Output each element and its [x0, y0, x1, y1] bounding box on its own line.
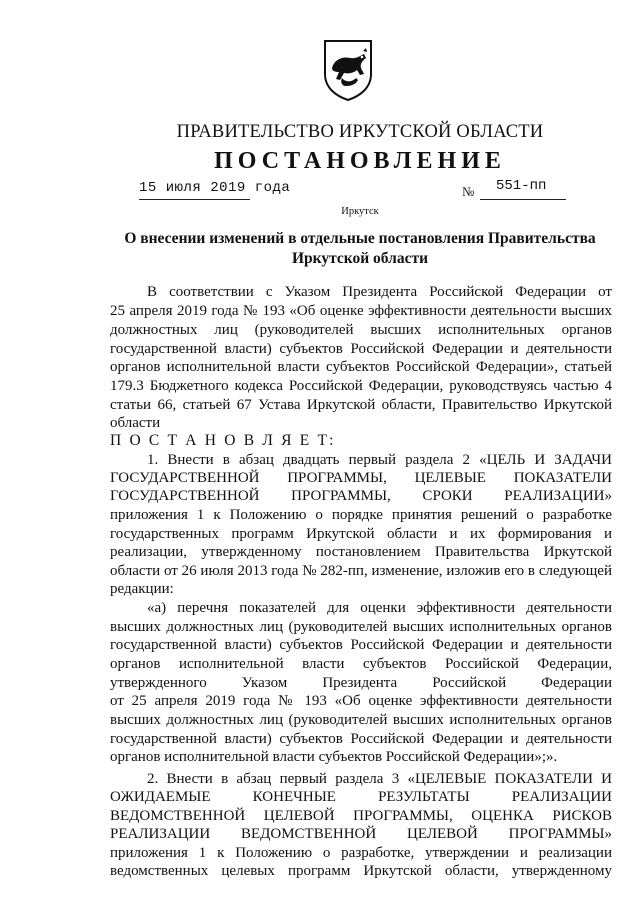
body-line: ведомственных целевых программ Иркутской области, утвержденному — [110, 863, 612, 879]
body-line: приложения 1 к Положению о разработке, утверждении и реализации — [110, 845, 612, 861]
number-sign: № — [462, 184, 475, 199]
body-line: от 25 апреля 2019 года № 193 «Об оценке эффективности деятельности — [110, 693, 612, 709]
body-line: высших должностных лиц (руководителей высших исполнительных органов — [110, 712, 612, 728]
body-line: ОЖИДАЕМЫЕ КОНЕЧНЫЕ РЕЗУЛЬТАТЫ РЕАЛИЗАЦИИ — [110, 789, 612, 805]
document-type: ПОСТАНОВЛЕНИЕ — [214, 148, 506, 174]
irkutsk-coat-of-arms-icon — [322, 38, 374, 102]
body-line: редакции: — [110, 581, 174, 597]
body-line: государственных программ Иркутской области и их формирования и — [110, 526, 612, 542]
body-line: 25 апреля 2019 года № 193 «Об оценке эффективности деятельности высших — [110, 303, 612, 319]
government-name: ПРАВИТЕЛЬСТВО ИРКУТСКОЙ ОБЛАСТИ — [176, 122, 544, 142]
body-line: ГОСУДАРСТВЕННОЙ ПРОГРАММЫ, ЦЕЛЕВЫЕ ПОКАЗАТЕЛИ — [110, 470, 612, 486]
body-line: органов исполнительной власти субъектов Российской Федерации»;». — [110, 749, 558, 765]
body-line: В соответствии с Указом Президента Российской Федерации от — [147, 284, 612, 300]
date-underline — [139, 199, 250, 200]
body-line: реализации, утвержденному постановлением Правительства Иркутской — [110, 544, 612, 560]
title-line: О внесении изменений в отдельные постановления Правительства — [124, 230, 596, 247]
body-line: государственной власти) субъектов Российской Федерации и деятельности — [110, 731, 612, 747]
document-date: 15 июля 2019 года — [139, 180, 291, 196]
document-title — [40, 229, 640, 269]
body-line: области от 26 июля 2013 года № 282-пп, изменение, изложив его в следующей — [110, 563, 612, 579]
body-line: РЕАЛИЗАЦИИ ВЕДОМСТВЕННОЙ ЦЕЛЕВОЙ ПРОГРАММЫ» — [110, 826, 612, 842]
body-line: ГОСУДАРСТВЕННОЙ ПРОГРАММЫ, СРОКИ РЕАЛИЗАЦИИ» — [110, 488, 612, 504]
document-number: 551-пп — [496, 178, 547, 194]
body-line: 1. Внести в абзац двадцать первый раздела 2 «ЦЕЛЬ И ЗАДАЧИ — [147, 452, 612, 468]
title-line: Иркутской области — [291, 250, 429, 267]
body-line: 179.3 Бюджетного кодекса Российской Федерации, руководствуясь частью 4 — [110, 378, 612, 394]
body-line: органов исполнительной власти субъектов Российской Федерации, — [110, 656, 612, 672]
body-line: 2. Внести в абзац первый раздела 3 «ЦЕЛЕВЫЕ ПОКАЗАТЕЛИ И — [147, 771, 612, 787]
body-line: «а) перечня показателей для оценки эффективности деятельности — [147, 600, 612, 616]
city-name: Иркутск — [341, 206, 379, 217]
body-line: государственной власти) субъектов Российской Федерации и деятельности — [110, 637, 612, 653]
body-line: статьи 66, статьей 67 Устава Иркутской области, Правительство Иркутской — [110, 397, 612, 413]
number-underline — [480, 199, 566, 200]
body-line: высших должностных лиц (руководителей высших исполнительных органов — [110, 619, 612, 635]
body-line: государственной власти) субъектов Российской Федерации и деятельности — [110, 341, 612, 357]
body-line: утвержденного Указом Президента Российской Федерации — [110, 675, 612, 691]
body-line: органов исполнительной власти субъектов Российской Федерации», статьей — [110, 359, 612, 375]
body-line: ВЕДОМСТВЕННОЙ ЦЕЛЕВОЙ ПРОГРАММЫ, ОЦЕНКА РИСКОВ — [110, 808, 612, 824]
body-line: приложения 1 к Положению о порядке принятия решений о разработке — [110, 507, 612, 523]
resolves-heading: П О С Т А Н О В Л Я Е Т: — [110, 432, 336, 449]
body-line: области — [110, 415, 161, 431]
body-line: должностных лиц (руководителей высших исполнительных органов — [110, 322, 612, 338]
